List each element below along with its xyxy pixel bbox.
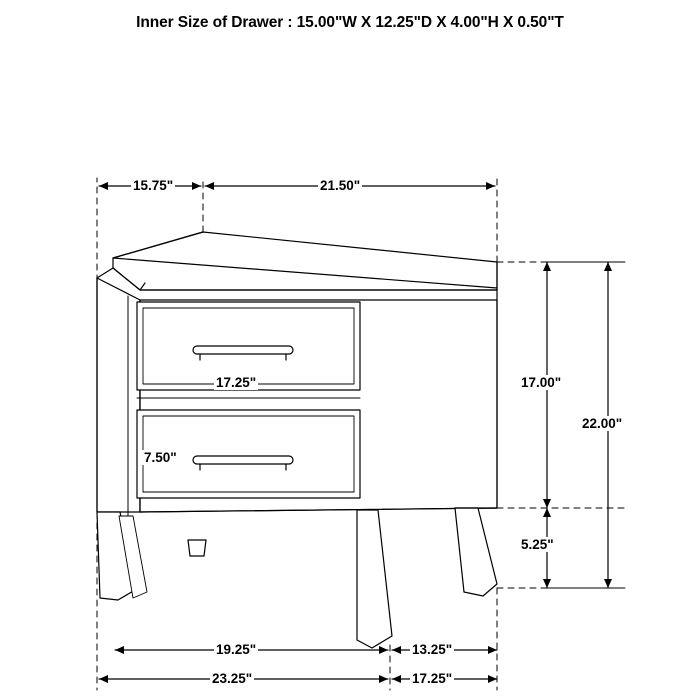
leg-front-center (357, 510, 392, 648)
dim-label-21-50: 21.50" (320, 178, 361, 193)
dim-label-13-25: 13.25" (412, 642, 453, 657)
dim-label-overall-17-25: 17.25" (412, 671, 453, 686)
leg-rear-stub (188, 540, 206, 556)
dim-label-drawer-17-25: 17.25" (216, 375, 257, 390)
lower-drawer-handle (193, 456, 293, 464)
dim-label-15-75: 15.75" (133, 178, 174, 193)
left-top-corner (97, 268, 113, 278)
dim-label-7-50: 7.50" (144, 450, 177, 465)
top-panel (113, 232, 497, 290)
leg-front-right (455, 508, 497, 596)
left-side-panel (97, 278, 140, 512)
upper-drawer-handle (193, 346, 293, 354)
dim-label-19-25: 19.25" (216, 642, 257, 657)
dim-label-23-25: 23.25" (212, 671, 253, 686)
dim-label-22-00: 22.00" (582, 416, 623, 431)
dim-label-17-00: 17.00" (521, 375, 562, 390)
dim-label-5-25: 5.25" (521, 537, 554, 552)
page-title: Inner Size of Drawer : 15.00"W X 12.25"D X 4.00"H X 0.50"T (136, 14, 564, 31)
